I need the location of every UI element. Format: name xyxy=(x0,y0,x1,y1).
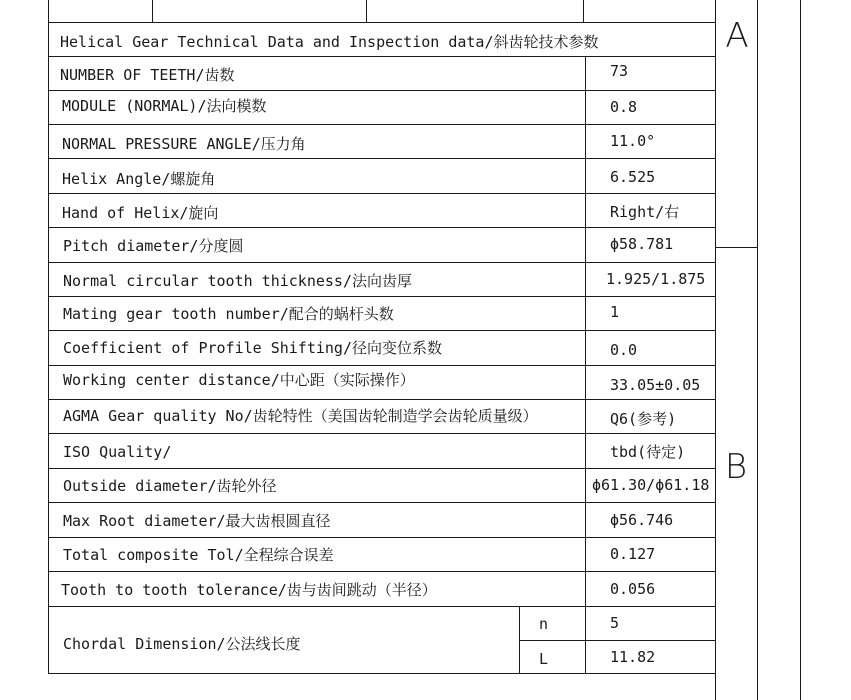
chordal-l-value: 11.82 xyxy=(610,648,656,666)
row-value: ϕ58.781 xyxy=(610,235,674,253)
table-row xyxy=(63,443,685,461)
row-value: 1 xyxy=(610,303,620,321)
row-value: Q6(参考) xyxy=(610,410,677,428)
row-value: ϕ61.30/ϕ61.18 xyxy=(592,476,710,494)
table-row xyxy=(60,62,628,84)
row-label: NUMBER OF TEETH/齿数 xyxy=(60,66,235,84)
table-row xyxy=(63,511,673,530)
row-label: Normal circular tooth thickness/法向齿厚 xyxy=(63,272,412,290)
table-row xyxy=(63,235,673,255)
table-row xyxy=(62,203,679,222)
row-value: Right/右 xyxy=(610,203,680,221)
table-row xyxy=(63,270,705,290)
chordal-n-key: n xyxy=(539,615,549,633)
row-label: Total composite Tol/全程综合误差 xyxy=(63,546,334,564)
row-label: MODULE (NORMAL)/法向模数 xyxy=(62,97,267,115)
table-row xyxy=(62,168,655,188)
row-value: 0.0 xyxy=(610,341,638,359)
row-value: 6.525 xyxy=(610,168,656,186)
row-label: Hand of Helix/旋向 xyxy=(62,204,219,222)
table-title: Helical Gear Technical Data and Inspection data/斜齿轮技术参数 xyxy=(60,33,599,51)
chordal-label: Chordal Dimension/公法线长度 xyxy=(63,635,301,653)
table-row xyxy=(62,97,637,116)
table-row xyxy=(63,339,637,359)
row-label: Helix Angle/螺旋角 xyxy=(62,170,216,188)
row-value: 0.8 xyxy=(610,98,638,116)
row-label: Max Root diameter/最大齿根圆直径 xyxy=(63,512,331,530)
row-label: Outside diameter/齿轮外径 xyxy=(63,477,277,495)
row-label: NORMAL PRESSURE ANGLE/压力角 xyxy=(62,135,306,153)
row-label: Pitch diameter/分度圆 xyxy=(63,237,244,255)
row-value: 1.925/1.875 xyxy=(606,270,706,288)
chordal-l-key: L xyxy=(539,650,549,668)
row-value: 0.056 xyxy=(610,580,656,598)
zone-label-a: A xyxy=(725,16,749,56)
row-label: Working center distance/中心距（实际操作） xyxy=(63,371,415,389)
row-value: 33.05±0.05 xyxy=(610,376,701,394)
table-row xyxy=(63,303,619,323)
row-value: 11.0° xyxy=(610,132,656,150)
table-row xyxy=(61,580,655,599)
row-value: ϕ56.746 xyxy=(610,511,674,529)
row-label: Tooth to tooth tolerance/齿与齿间跳动（半径） xyxy=(61,581,437,599)
row-label: Coefficient of Profile Shifting/径向变位系数 xyxy=(63,339,442,357)
row-value: tbd(待定) xyxy=(610,443,686,461)
table-row xyxy=(63,545,655,564)
table-row xyxy=(63,407,676,428)
zone-label-b: B xyxy=(724,447,748,487)
row-label: AGMA Gear quality No/齿轮特性（美国齿轮制造学会齿轮质量级） xyxy=(63,407,538,425)
row-label: ISO Quality/ xyxy=(63,443,172,461)
row-label: Mating gear tooth number/配合的蜗杆头数 xyxy=(63,305,394,323)
table-row xyxy=(63,476,709,495)
table-row xyxy=(62,132,655,153)
row-value: 73 xyxy=(610,62,629,80)
chordal-n-value: 5 xyxy=(610,614,620,632)
table-row xyxy=(63,371,700,394)
row-value: 0.127 xyxy=(610,545,656,563)
